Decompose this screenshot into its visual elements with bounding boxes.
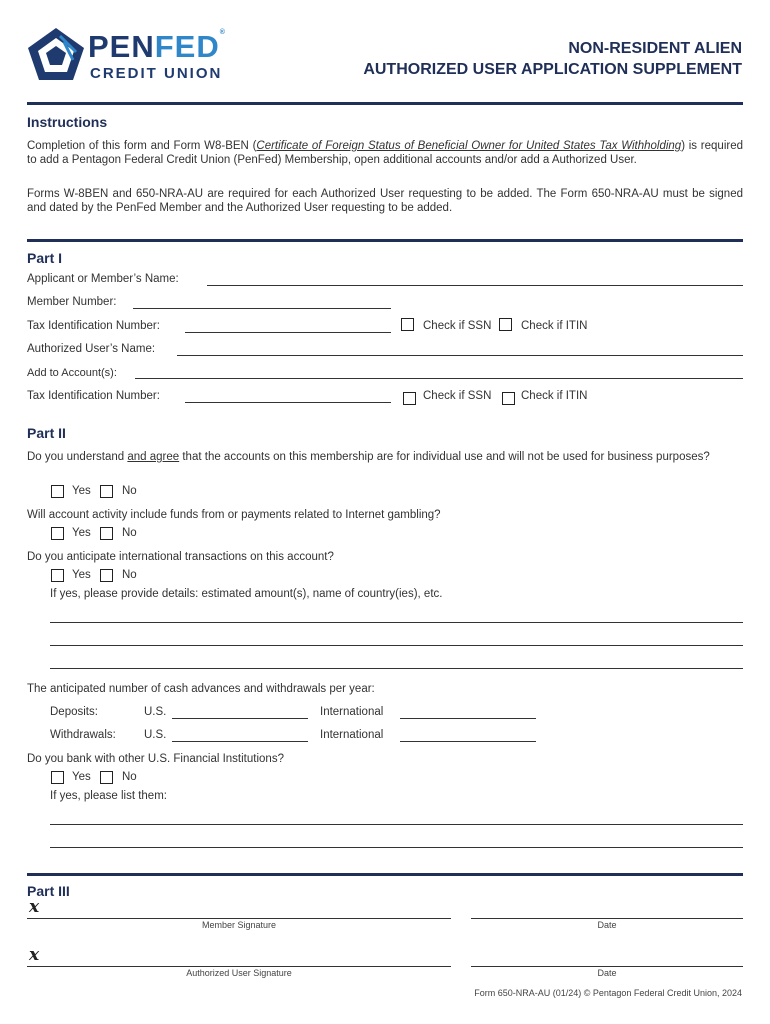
q3-yes-checkbox[interactable] <box>51 569 64 582</box>
applicant-name-label: Applicant or Member’s Name: <box>27 273 179 285</box>
tin1-itin-checkbox[interactable] <box>499 318 512 331</box>
q5-list-label: If yes, please list them: <box>50 790 167 802</box>
q3-details-line-2[interactable] <box>50 645 743 646</box>
instructions-paragraph-2: Forms W-8BEN and 650-NRA-AU are required for each Authorized User requesting to be added. The Form 650-NRA-AU must be signed and dated by the PenFed Member and the Authorized User requesting to be added. <box>27 188 743 214</box>
q3-details-line-3[interactable] <box>50 668 743 669</box>
auth-user-date-caption: Date <box>597 968 617 978</box>
deposits-intl-field[interactable] <box>400 718 536 719</box>
divider <box>27 102 743 105</box>
q1-text: Do you understand and agree that the accounts on this membership are for individual use and will not be used for business purposes? <box>27 451 710 463</box>
q3-text: Do you anticipate international transactions on this account? <box>27 551 334 563</box>
deposits-us-field[interactable] <box>172 718 308 719</box>
q1-no-label: No <box>122 485 137 497</box>
q5-yes-checkbox[interactable] <box>51 771 64 784</box>
auth-sign-here-mark: x <box>29 945 40 965</box>
q3-no-checkbox[interactable] <box>100 569 113 582</box>
q3-yes-label: Yes <box>72 569 91 581</box>
instructions-paragraph-1: Completion of this form and Form W8-BEN (Certificate of Foreign Status of Beneficial Owner for United States Tax Withholding) is required to add a Pentagon Federal Credit Union (PenFed) Membership, open additional accounts and/or add a Authorized User. <box>27 140 743 166</box>
q1-yes-checkbox[interactable] <box>51 485 64 498</box>
divider <box>27 873 743 876</box>
member-sign-here-mark: x <box>29 897 40 917</box>
logo-subtitle: CREDIT UNION <box>90 65 223 82</box>
part1-heading: Part I <box>27 250 63 266</box>
instructions-heading: Instructions <box>27 114 108 130</box>
q5-yes-label: Yes <box>72 771 91 783</box>
withdrawals-label: Withdrawals: <box>50 729 116 741</box>
q1-yes-label: Yes <box>72 485 91 497</box>
tin2-ssn-checkbox[interactable] <box>403 392 416 405</box>
tin1-field[interactable] <box>185 332 391 333</box>
q4-text: The anticipated number of cash advances and withdrawals per year: <box>27 683 375 695</box>
page-title: NON-RESIDENT ALIEN AUTHORIZED USER APPLICATION SUPPLEMENT <box>363 40 742 78</box>
auth-user-signature-caption: Authorized User Signature <box>186 968 292 978</box>
deposits-us-label: U.S. <box>144 706 167 718</box>
tin1-ssn-checkbox[interactable] <box>401 318 414 331</box>
q3-details-label: If yes, please provide details: estimated amount(s), name of country(ies), etc. <box>50 588 443 600</box>
member-number-label: Member Number: <box>27 296 117 308</box>
member-signature-field[interactable] <box>27 918 451 919</box>
divider <box>27 239 743 242</box>
pentagon-logo-icon <box>26 26 86 82</box>
logo-brand: PENFED® <box>88 29 226 64</box>
add-to-accounts-field[interactable] <box>135 378 743 379</box>
tin2-itin-checkbox[interactable] <box>502 392 515 405</box>
member-date-caption: Date <box>597 920 617 930</box>
tin1-ssn-label: Check if SSN <box>423 320 492 332</box>
auth-user-date-field[interactable] <box>471 966 743 967</box>
tin2-ssn-label: Check if SSN <box>423 390 492 402</box>
applicant-name-field[interactable] <box>207 285 743 286</box>
withdrawals-intl-label: International <box>320 729 384 741</box>
q3-details-line-1[interactable] <box>50 622 743 623</box>
q5-no-checkbox[interactable] <box>100 771 113 784</box>
q1-no-checkbox[interactable] <box>100 485 113 498</box>
deposits-intl-label: International <box>320 706 384 718</box>
q5-list-line-2[interactable] <box>50 847 743 848</box>
tin1-itin-label: Check if ITIN <box>521 320 588 332</box>
q2-yes-checkbox[interactable] <box>51 527 64 540</box>
auth-user-name-field[interactable] <box>177 355 743 356</box>
q5-no-label: No <box>122 771 137 783</box>
tin2-itin-label: Check if ITIN <box>521 390 588 402</box>
penfed-logo <box>26 26 236 84</box>
part3-heading: Part III <box>27 883 70 899</box>
q3-no-label: No <box>122 569 137 581</box>
q5-text: Do you bank with other U.S. Financial Institutions? <box>27 753 284 765</box>
withdrawals-us-field[interactable] <box>172 741 308 742</box>
member-number-field[interactable] <box>133 308 391 309</box>
add-to-accounts-label: Add to Account(s): <box>27 367 117 379</box>
withdrawals-intl-field[interactable] <box>400 741 536 742</box>
tin2-field[interactable] <box>185 402 391 403</box>
member-date-field[interactable] <box>471 918 743 919</box>
auth-user-name-label: Authorized User’s Name: <box>27 343 156 355</box>
tin2-label: Tax Identification Number: <box>27 390 160 402</box>
footer-form-id: Form 650-NRA-AU (01/24) © Pentagon Federal Credit Union, 2024 <box>474 988 742 998</box>
deposits-label: Deposits: <box>50 706 98 718</box>
member-signature-caption: Member Signature <box>201 920 277 930</box>
q2-no-checkbox[interactable] <box>100 527 113 540</box>
withdrawals-us-label: U.S. <box>144 729 167 741</box>
auth-user-signature-field[interactable] <box>27 966 451 967</box>
q2-text: Will account activity include funds from or payments related to Internet gambling? <box>27 509 441 521</box>
tin1-label: Tax Identification Number: <box>27 320 160 332</box>
q2-yes-label: Yes <box>72 527 91 539</box>
q5-list-line-1[interactable] <box>50 824 743 825</box>
part2-heading: Part II <box>27 425 66 441</box>
q2-no-label: No <box>122 527 137 539</box>
